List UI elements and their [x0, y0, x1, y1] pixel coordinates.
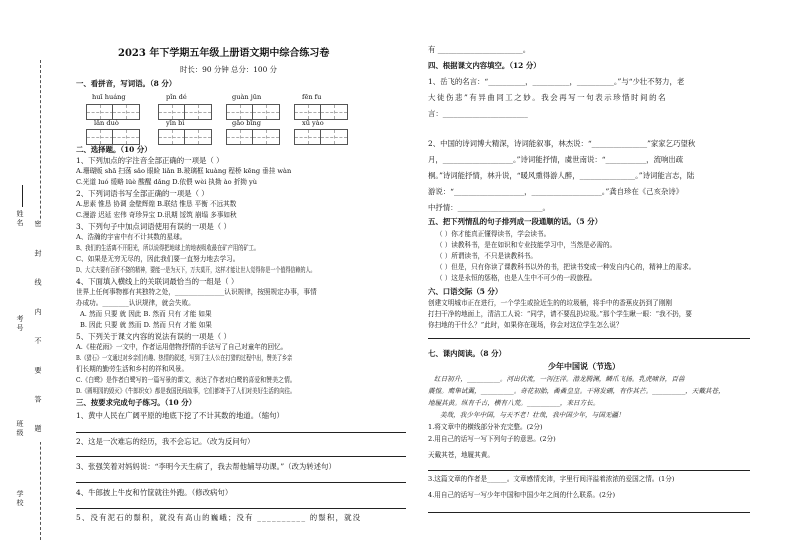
margin-label-school: 学校 [16, 490, 25, 508]
q7-question: 2.用自己的话写一写下列句子的意思。(2分) [428, 435, 556, 443]
q1-answer-box[interactable] [252, 129, 280, 145]
q5-item[interactable]: （ ）所谓读书，不只是读教科书。 [436, 252, 538, 260]
q2-line: A.珊瑚贩 shā 扫荡 sǎo 眼睑 liǎn B.玻璃框 kuàng 程桥 kēng 垂挂 wàn [76, 167, 292, 175]
q7-answer-line[interactable] [428, 470, 750, 471]
q5-item[interactable]: （ ）读教科书，是在如识和专业技能学习中，当然是必需的。 [436, 241, 617, 249]
q4-line: 中抒情：_______________________。 [428, 203, 550, 212]
q2-line: C、如果是无穷无尽的，因此我们要一直努力地去学习。 [76, 255, 240, 263]
q2-line: 办成功。________认识规律，就会失败。 [76, 299, 195, 307]
q2-line: C.漫游 迟延 宏伟 奇珍异宝 D.讯期 馁筑 崩塌 多事如秋 [76, 211, 237, 219]
q1-answer-box[interactable] [184, 104, 212, 120]
q1-answer-box[interactable] [158, 104, 186, 120]
q2-line: C.光道 luó 缓略 lüè 酸醒 dǎng D.依偎 wèi 执拗 ào 折拗 yù [76, 178, 257, 186]
q1-answer-box[interactable] [294, 104, 322, 120]
q1-answer-box[interactable] [86, 129, 114, 145]
q6-heading: 六、口语交际（5 分） [428, 287, 503, 296]
q1-answer-box[interactable] [112, 129, 140, 145]
q5-item[interactable]: （ ）这是永恒的惩格，也是人生中不可少的一段旅程。 [436, 274, 597, 282]
q2-line: 们长期的勤劳生活和乡村的祥和风景。 [76, 365, 189, 373]
q1-answer-box[interactable] [294, 129, 322, 145]
seal-text: 密 封 线 内 不 要 答 题 [34, 220, 43, 442]
q7-heading: 七、课内阅读。（8 分） [428, 349, 506, 358]
q2-line: B、我们的生活离不开阳光，所以说得把地球上的地表吸收最在矿产用的矿工。 [76, 244, 260, 252]
exam-title: 2023 年下学期五年级上册语文期中综合练习卷 [118, 48, 330, 59]
q4-line: 言：_______________________ [428, 109, 528, 118]
q1-answer-box[interactable] [226, 129, 254, 145]
q1-heading: 一、看拼音，写词语。（8 分） [76, 79, 177, 88]
q3-answer-line[interactable] [76, 432, 406, 433]
q6-answer-line[interactable] [428, 338, 750, 339]
q3-item: 4、牛郎披上牛皮和竹筐就往外跑。（修改病句） [76, 488, 233, 497]
q4-line: 大徒伤悲”有异曲同工之妙。我会再写一句表示珍惜时间的名 [428, 93, 668, 102]
q4-line: 桐。”诗词能抒情，林升说，“暖风熏得游人醉，_______________。”诗词能言志，陆 [428, 171, 695, 180]
q1-pinyin-8: xū yào [302, 119, 324, 127]
q4-line: 2、中国的诗词博大精深，诗词能叙事，林杰说：“_______________”家家乞巧望秋 [428, 139, 696, 148]
q1-answer-box[interactable] [226, 104, 254, 120]
q6-text: 打扫干净的地面上，清洁工人说：“同学，请不要乱扔垃圾。”那个学生瞅一眼：“我不扔，要 [428, 310, 692, 318]
poem-line: 红日初升，__________。河出伏流，一泻汪洋。潜龙腾渊，鳞爪飞扬。乳虎啸谷，百兽 [434, 375, 685, 383]
q2-line: A.《桂花雨》一文中，作者运用借物抒情的手法写了自己对童年的回忆。 [76, 343, 288, 351]
q3-carry-over: 有 _______________________。 [428, 45, 531, 54]
q1-pinyin-2: pǐn dé [166, 93, 187, 101]
q2-line: B. 因此 只要 就 然而 D. 然而 只有 才能 如果 [80, 321, 212, 329]
q2-line: A.思素 惟恳 协调 金壁辉煌 B.联结 惟恳 平衡 不远其数 [76, 200, 237, 208]
poem-title: 少年中国说（节选） [548, 361, 620, 371]
q1-answer-box[interactable] [320, 104, 348, 120]
q7-question: 天戴其苍，地履其黄。 [428, 451, 494, 459]
q2-line: D、大丈夫要有百折不挠的精神，要能一是为天下，万夫莫开，这样才能让世人觉得你是一个值得信赖的人。 [76, 266, 316, 274]
q1-answer-box[interactable] [86, 104, 114, 120]
q1-answer-box[interactable] [320, 129, 348, 145]
q1-pinyin-6: yīn bì [166, 119, 185, 127]
q5-item[interactable]: （ ）你才能真正懂得读书，学会读书。 [436, 230, 551, 238]
q4-line: 1、岳飞的名言：“__________，__________，__________。”与“少壮不努力，老 [428, 77, 685, 86]
q7-answer-line[interactable] [428, 512, 750, 513]
q2-line: A、浩瀚的宇宙中有不计其数的星球。 [76, 233, 187, 241]
q2-line: 2、下列词语书写全部正确的一项是（ ） [76, 189, 209, 198]
exam-time-info: 时长：90 分钟 总分：100 分 [180, 65, 278, 74]
q2-line: B.《猎石》一文通过对乡亲们有趣、热情的叙述，写到了主人公在打猎的过程中出，赞美了乡亲 [76, 354, 293, 362]
q1-pinyin-7: gāo bīng [232, 119, 262, 127]
q1-answer-box[interactable] [158, 129, 186, 145]
margin-label-class: 班级 [16, 420, 25, 438]
q2-line: 5、下列关于课文内容的说法有误的一项是（ ） [76, 332, 231, 341]
q1-answer-box[interactable] [252, 104, 280, 120]
q3-answer-line[interactable] [76, 482, 406, 483]
q2-line: A. 然而 只要 就 因此 B. 然而 只有 才能 如果 [80, 310, 212, 318]
q7-question: 4.用自己的话写一写少年中国和中国少年之间的什么联系。(2分) [428, 491, 616, 499]
q3-item: 5、没有泥石的鬃积，就没有高山的巍峨；没有 __________ 的鬃积，就没 [76, 513, 362, 522]
q2-line: 3、下列句子中加点词语使用有误的一项是（ ） [76, 222, 231, 231]
q2-line: C.《白鹭》是作者白鹭写的一篇写景的课文，表达了作者对白鹭的喜爱和赞美之情。 [76, 376, 296, 384]
q1-answer-box[interactable] [112, 104, 140, 120]
q2-line: D.《圆明园的毁灭》《牛郎织女》都是我国民间故事，它们都寄予了人们对美好生活的向往。 [76, 387, 296, 395]
poem-line: 震惶。鹰隼试翼，__________。奇花初胎，矞矞皇皇。干将发硎，有作其芒。__________，天戴其苍， [428, 387, 725, 395]
q4-heading: 四、根据课文内容填空。（12 分） [428, 61, 541, 70]
q5-heading: 五、把下列情乱的句子排列成一段通顺的话。（5 分） [428, 217, 603, 226]
poem-line: 美哉，我少年中国，与天不老！壮哉，我中国少年，与国无疆！ [440, 411, 625, 419]
q7-question: 1.将文章中的横线部分补充完整。(2分) [428, 423, 543, 431]
poem-line: 地履其黄。纵有千古，横有八荒。__________，来日方长。 [428, 399, 600, 407]
q1-pinyin-1: huī huáng [92, 93, 126, 101]
q3-item: 2、这是一次难忘的经历，我不会忘记。（改为反问句） [76, 437, 255, 446]
q6-text: 你扫地的干什么？”此时，如果你在现场，你会对这位学生怎么说？ [428, 321, 623, 329]
q5-item[interactable]: （ ）但是，只有你读了课教科书以外的书，把读书变成一种发自内心的，精神上的需求。 [436, 263, 696, 271]
q6-text: 创建文明城市正在进行，一个学生或捡近生的的垃圾桶，将手中的香蕉皮扔到了刚刚 [428, 299, 672, 307]
q1-pinyin-5: lǎn duò [94, 119, 119, 127]
margin-name-blank[interactable] [22, 185, 23, 207]
q3-answer-line[interactable] [76, 456, 406, 457]
margin-label-name: 姓名 [16, 210, 25, 228]
q1-pinyin-4: fēn fu [302, 93, 322, 101]
q3-item: 3、张强笑着对妈妈说：“李明今天生病了，我去帮他辅导功课。”（改为转述句） [76, 462, 336, 471]
q2-heading: 二、选择题。（10 分） [76, 145, 152, 154]
q3-answer-line[interactable] [76, 508, 406, 509]
q2-line: 世界上任何事物都有其独特之处，_______________认识规律，按照规定办事，事情 [76, 288, 317, 296]
q4-line: 游说：“___________________，___________________。”龚自珍在《己亥杂诗》 [428, 187, 684, 196]
q4-line: 月，___________________。”诗词能抒情，虞世南说：“___________，流响出疏 [428, 155, 684, 164]
q2-line: 4、下面填入横线上的关联词最恰当的一组是（ ） [76, 277, 239, 286]
q7-question: 3.这篇文章的作者是______。文章感情充沛，字里行间洋溢着浓浓的爱国之情。(1分) [428, 475, 675, 483]
q2-line: 1、下列加点的字注音全部正确的一项是（ ） [76, 156, 224, 165]
margin-label-id: 考号 [16, 315, 25, 333]
q1-pinyin-3: guàn jūn [232, 93, 262, 101]
q3-item: 1、黄中人民在广阔平原的地底下挖了不计其数的地道。（缩句） [76, 411, 284, 420]
q1-answer-box[interactable] [184, 129, 212, 145]
q3-heading: 三、按要求完成句子练习。（10 分） [76, 398, 197, 407]
